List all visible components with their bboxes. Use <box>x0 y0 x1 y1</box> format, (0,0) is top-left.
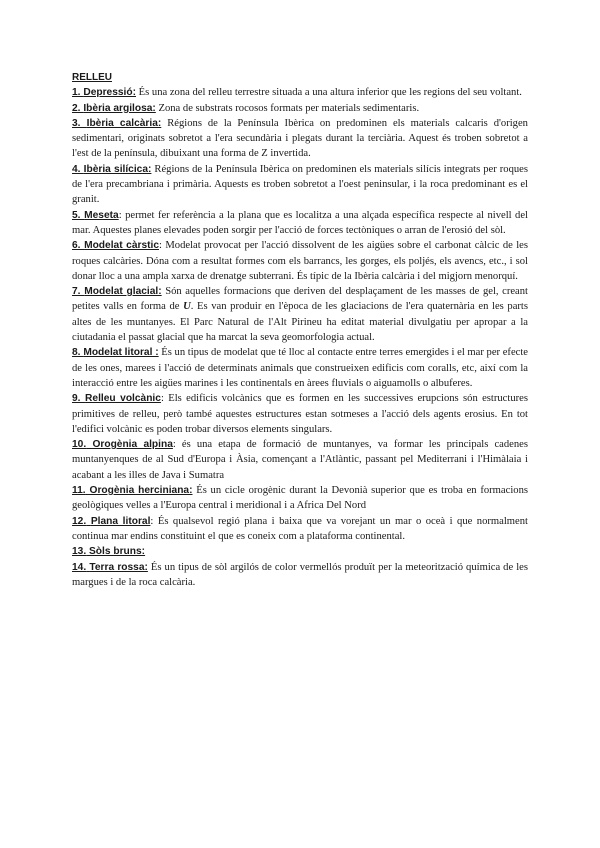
entry-8-term <box>72 347 159 358</box>
entry-5-term <box>72 210 119 221</box>
entry-6-term <box>72 240 159 251</box>
entry-2-number: 2. <box>72 102 81 114</box>
entry-12-term-label: Plana litoral <box>90 515 151 527</box>
entry-14-definition: És un tipus de sòl argilós de color vermellós produït per la meteorització química de les margues i de la roca calcària. <box>72 561 528 588</box>
entry-11-term <box>72 485 193 496</box>
entry-4-term <box>72 164 151 175</box>
entry-12-term <box>72 516 150 527</box>
entry-9 <box>72 391 528 437</box>
entry-1-term-label: Depressió: <box>83 87 136 99</box>
entry-7 <box>72 284 528 345</box>
entry-1-number: 1. <box>72 87 81 99</box>
entry-9-definition: : Els edificis volcànics que es formen en les successives erupcions són estructures primitives de relleu, però també aquestes estructures estan sotmeses a l'acció dels agents erosius. En tot l'edifici volcànic es poden trobar diversos elements singulars. <box>72 393 528 435</box>
entry-8-number: 8. <box>72 347 81 359</box>
entry-8-definition: És un tipus de modelat que té lloc al contacte entre terres emergides i el mar per efecte de les ones, marees i l'acció de determinats animals que construeixen edificis com coralls, etc, així com la interacció entre les aigües marines i les continentals en àrees fluvials o aiguamolls o albuferes. <box>72 347 528 389</box>
entry-14-term <box>72 562 148 573</box>
entry-1 <box>72 85 528 100</box>
entry-12-number: 12. <box>72 515 87 527</box>
entry-3 <box>72 116 528 162</box>
entry-2-term-label: Ibèria argilosa: <box>83 102 156 114</box>
entry-14-number: 14. <box>72 561 87 573</box>
entry-5 <box>72 208 528 239</box>
entry-5-number: 5. <box>72 209 81 221</box>
entry-10 <box>72 437 528 483</box>
entry-12 <box>72 514 528 545</box>
entry-9-term-label: Relleu volcànic <box>85 393 161 405</box>
entry-8 <box>72 345 528 391</box>
entry-13 <box>72 544 528 559</box>
entry-14 <box>72 560 528 591</box>
entry-10-term-label: Orogènia alpina <box>92 439 173 451</box>
entry-4-definition: Régions de la Península Ibèrica on predominen els materials silícis integrats per roques de l'era precambriana i primària. Aquests es troben sobretot a l'oest peninsular, i la roca predominant es el granit. <box>72 163 528 206</box>
entry-13-term <box>72 546 145 557</box>
entry-12-definition: : És qualsevol regió plana i baixa que va vorejant un mar o oceà i que normalment continua mar endins constituint el que es coneix com a plataforma continental. <box>72 515 528 542</box>
document-title: RELLEU <box>72 72 112 83</box>
entry-3-definition: Régions de la Península Ibèrica on predominen els materials calcaris d'origen sedimentari, originats sobretot a l'era secundària i plegats durant la terciària. Aquest és troben sobretot a l'est de la península, dibuixant una forma de Z invertida. <box>72 117 528 160</box>
entry-7-term-label: Modelat glacial: <box>84 286 162 298</box>
entry-7-number: 7. <box>72 286 81 298</box>
entry-5-term-label: Meseta <box>84 209 119 221</box>
entry-11-term-label: Orogènia herciniana: <box>89 485 193 497</box>
entry-6 <box>72 238 528 284</box>
entry-3-term-label: Ibèria calcària: <box>86 117 162 129</box>
entry-10-definition: : és una etapa de formació de muntanyes, va formar les principals cadenes muntanyenques de al Sud d'Europa i Àsia, començant a l'Atlàntic, passant pel Mediterrani i l'Himàlaia i acabant a les illes de Java i Sumatra <box>72 439 528 481</box>
entry-13-number: 13. <box>72 546 87 558</box>
entry-5-definition: : permet fer referència a la plana que es localitza a una alçada específica respecte al nivell del mar. Aquestes planes elevades poden sorgir per l'acció de forces tectòniques o arran de l'erosió del sòl. <box>72 209 528 236</box>
entry-7-definition-b: . Es van produir en l'època de les glaciacions de l'era quaternària en les parts altes de les muntanyes. El Parc Natural de l'Alt Pirineu ha editat material divulgatiu per apropar a la ciutadania el passat glacial que ha marcat la seva geomorfologia actual. <box>72 301 528 344</box>
entry-3-term <box>72 118 161 129</box>
entry-9-term <box>72 393 161 404</box>
entry-11 <box>72 483 528 514</box>
entry-11-number: 11. <box>72 485 86 497</box>
entry-2-term <box>72 103 156 114</box>
entry-3-number: 3. <box>72 117 81 129</box>
entry-13-term-label: Sòls bruns: <box>89 546 146 558</box>
entry-7-term <box>72 286 162 297</box>
entry-4-term-label: Ibèria silícica: <box>83 163 152 175</box>
entry-10-term <box>72 439 173 450</box>
entry-8-term-label: Modelat litoral : <box>83 347 159 359</box>
entry-11-definition: És un cicle orogènic durant la Devonià superior que es troba en formacions geològiques velles a l'Europa central i meridional i a Africa Del Nord <box>72 485 528 512</box>
entry-10-number: 10. <box>72 439 87 451</box>
entry-6-number: 6. <box>72 240 81 252</box>
entry-4 <box>72 162 528 208</box>
document-page <box>72 70 528 590</box>
entry-4-number: 4. <box>72 163 81 175</box>
entry-2 <box>72 101 528 116</box>
entry-9-number: 9. <box>72 393 81 405</box>
entry-1-definition: És una zona del relleu terrestre situada a una altura inferior que les regions del seu voltant. <box>136 87 522 99</box>
entry-7-definition-a: Són aquelles formacions que deriven del desplaçament de les masses de gel, creant petites valls en forma de <box>72 286 528 313</box>
entry-2-definition: Zona de substrats rocosos formats per materials sedimentaris. <box>155 102 420 114</box>
entry-1-term <box>72 87 136 98</box>
entry-7-definition-emphasis: U <box>183 301 191 313</box>
entry-6-term-label: Modelat càrstic <box>84 240 160 252</box>
entry-6-definition: : Modelat provocat per l'acció dissolvent de les aigües sobre el carbonat càlcic de les roques calcàries. Dóna com a resultat formes com els barrancs, les gorges, els poljés, els avencs, etc., i sol donar lloc a una ampla xarxa de drenatge subterrani. És típic de la Ibèria calcària i del migjorn menorquí. <box>72 240 528 282</box>
entry-14-term-label: Terra rossa: <box>89 561 148 573</box>
